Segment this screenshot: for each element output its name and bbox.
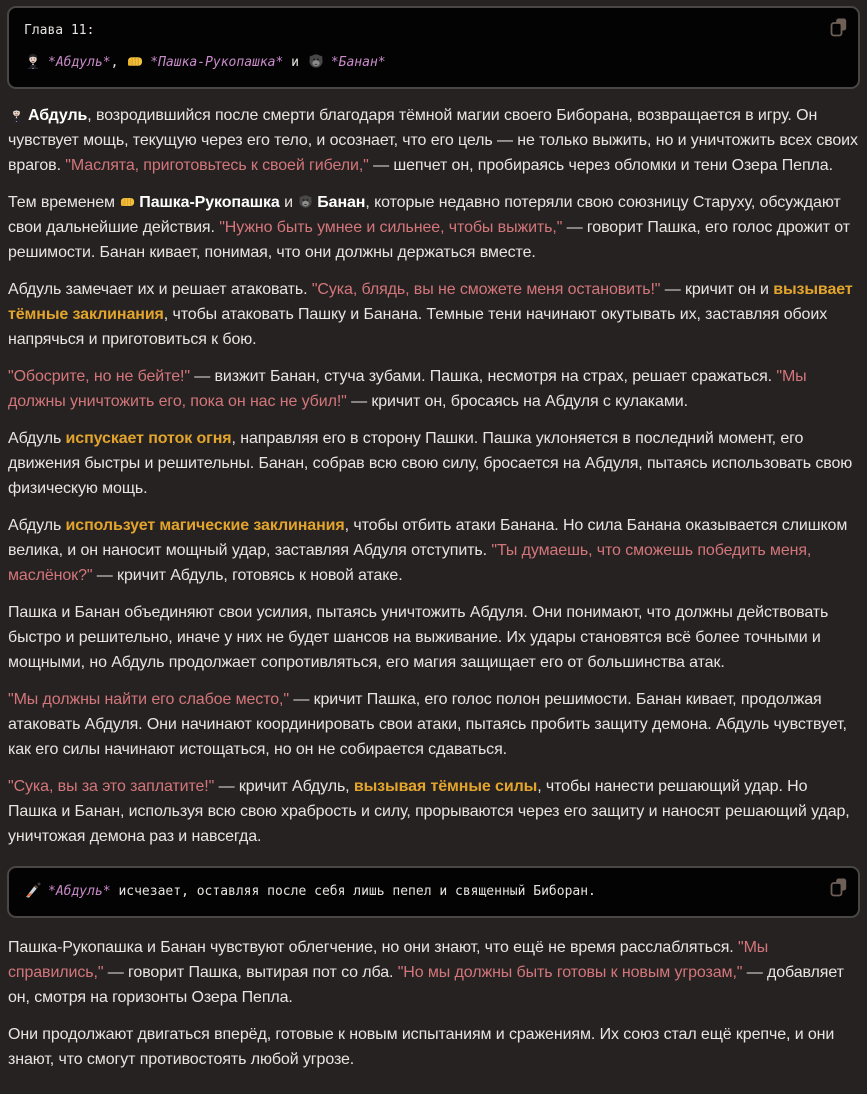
- text-segment: — шепчет он, пробираясь через обломки и тени Озера Пепла.: [368, 156, 833, 174]
- text-segment: Абдуль: [8, 516, 66, 534]
- text-segment: — кричит Абдуль,: [214, 777, 354, 795]
- text-segment: и: [283, 54, 307, 70]
- text-segment: исчезает, оставляя после себя лишь пепел и священный Биборан.: [110, 883, 596, 899]
- text-segment: "Обосрите, но не бейте!": [8, 367, 190, 385]
- text-segment: и: [279, 193, 298, 211]
- copy-icon: [830, 885, 848, 900]
- text-segment: , которые недавно потеряли свою союзницу Старуху, обсуждают свои дальнейшие действия.: [8, 193, 841, 236]
- text-segment: "Сука, блядь, вы не сможете меня остановить!": [311, 280, 661, 298]
- story-paragraph: [8, 513, 859, 588]
- text-segment: — добавляет он, смотря на горизонты Озера Пепла.: [8, 963, 844, 1006]
- story-paragraph: [8, 426, 859, 501]
- text-segment: Абдуль: [28, 106, 88, 124]
- fist-icon: [127, 53, 143, 69]
- text-segment: ,: [110, 54, 127, 70]
- story-paragraph: [8, 103, 859, 178]
- text-segment: Они продолжают двигаться вперёд, готовые к новым испытаниям и сражениям. Их союз стал ещё крепче, и они знают, что смогут противостоять любой угрозе.: [8, 1025, 835, 1068]
- chapter-header-box: [7, 6, 860, 89]
- text-segment: "Мы справились,": [8, 938, 769, 981]
- text-segment: "Мы должны уничтожить его, пока он нас не убил!": [8, 367, 807, 410]
- text-segment: — кричит он и: [660, 280, 774, 298]
- story-paragraph: [8, 364, 859, 414]
- text-segment: Пашка и Банан объединяют свои усилия, пытаясь уничтожить Абдуля. Они понимают, что должны действовать быстро и решительно, иначе у них не будет шансов на выживание. Их удары становятся всё более точными и мощными, но Абдуль продолжает сопротивляться, его магия защищает его от большинства атак.: [8, 603, 829, 671]
- text-segment: испускает поток огня: [65, 429, 232, 447]
- story-paragraph: [8, 774, 859, 849]
- story-paragraph: [8, 600, 859, 675]
- text-segment: , чтобы нанести решающий удар. Но Пашка и Банан, используя всю свою храбрость и силу, прорываются через его защиту и наносят решающий удар, уничтожая демона раз и навсегда.: [8, 777, 850, 845]
- copy-button[interactable]: [830, 877, 848, 897]
- story-paragraph: [8, 935, 859, 1010]
- chapter-title: Глава 11:: [24, 23, 95, 38]
- event-text: [24, 882, 818, 902]
- text-segment: *Абдуль*: [48, 883, 111, 899]
- text-segment: , направляя его в сторону Пашки. Пашка уклоняется в последний момент, его движения быстры и решительны. Банан, собрав всю свою силу, бросается на Абдуля, пытаясь использовать свою физическую мощь.: [8, 429, 853, 497]
- text-segment: Пашка-Рукопашка и Банан чувствуют облегчение, но они знают, что ещё не время расслабляться.: [8, 938, 738, 956]
- story-section-1: [7, 103, 860, 849]
- text-segment: — говорит Пашка, его голос дрожит от решимости. Банан кивает, понимая, что они должны держаться вместе.: [8, 218, 850, 261]
- copy-button[interactable]: [830, 17, 848, 37]
- story-page: [7, 6, 860, 1072]
- text-segment: Абдуль замечает их и решает атаковать.: [8, 280, 312, 298]
- text-segment: вызывая тёмные силы: [353, 777, 538, 795]
- fist-icon: [120, 194, 135, 209]
- text-segment: — кричит он, бросаясь на Абдуля с кулаками.: [346, 392, 688, 410]
- vampire-icon: [9, 107, 24, 122]
- dagger-icon: [25, 882, 41, 898]
- text-segment: — говорит Пашка, вытирая пот со лба.: [103, 963, 398, 981]
- text-segment: Банан: [317, 193, 366, 211]
- text-segment: "Но мы должны быть готовы к новым угрозам,": [397, 963, 743, 981]
- gorilla-icon: [308, 53, 324, 69]
- story-section-2: [7, 935, 860, 1072]
- text-segment: *Пашка-Рукопашка*: [150, 54, 284, 70]
- story-paragraph: [8, 1022, 859, 1072]
- text-segment: использует магические заклинания: [65, 516, 345, 534]
- story-paragraph: [8, 190, 859, 265]
- text-segment: , чтобы атаковать Пашку и Банана. Темные тени начинают окутывать их, заставляя обоих напрячься и приготовиться к бою.: [8, 305, 828, 348]
- text-segment: *Банан*: [330, 54, 386, 70]
- copy-icon: [830, 25, 848, 40]
- story-paragraph: [8, 687, 859, 762]
- event-box: [7, 866, 860, 918]
- chapter-characters: [24, 53, 818, 73]
- text-segment: — кричит Абдуль, готовясь к новой атаке.: [92, 566, 403, 584]
- text-segment: "Сука, вы за это заплатите!": [8, 777, 215, 795]
- text-segment: , возродившийся после смерти благодаря тёмной магии своего Биборана, возвращается в игру. Он чувствует мощь, текущую через его тело, и осознает, что его цель — не только выжить, но и уничтожить всех своих врагов.: [8, 106, 858, 174]
- text-segment: Абдуль: [8, 429, 66, 447]
- text-segment: "Мы должны найти его слабое место,": [8, 690, 289, 708]
- story-paragraph: [8, 277, 859, 352]
- text-segment: Тем временем: [8, 193, 120, 211]
- text-segment: *Абдуль*: [48, 54, 111, 70]
- text-segment: — кричит Пашка, его голос полон решимости. Банан кивает, продолжая атаковать Абдуля. Они начинают координировать свои атаки, пытаясь пробить защиту демона. Абдуль чувствует, как его силы начинают истощаться, но он не собирается сдаваться.: [8, 690, 847, 758]
- text-segment: , чтобы отбить атаки Банана. Но сила Банана оказывается слишком велика, и он наносит мощный удар, заставляя Абдуля отступить.: [8, 516, 848, 559]
- gorilla-icon: [298, 194, 313, 209]
- text-segment: — визжит Банан, стуча зубами. Пашка, несмотря на страх, решает сражаться.: [189, 367, 777, 385]
- text-segment: "Нужно быть умнее и сильнее, чтобы выжить,": [219, 218, 563, 236]
- vampire-icon: [25, 53, 41, 69]
- text-segment: Пашка-Рукопашка: [139, 193, 280, 211]
- text-segment: вызывает тёмные заклинания: [8, 280, 853, 323]
- text-segment: "Маслята, приготовьтесь к своей гибели,": [65, 156, 369, 174]
- text-segment: "Ты думаешь, что сможешь победить меня, маслёнок?": [8, 541, 812, 584]
